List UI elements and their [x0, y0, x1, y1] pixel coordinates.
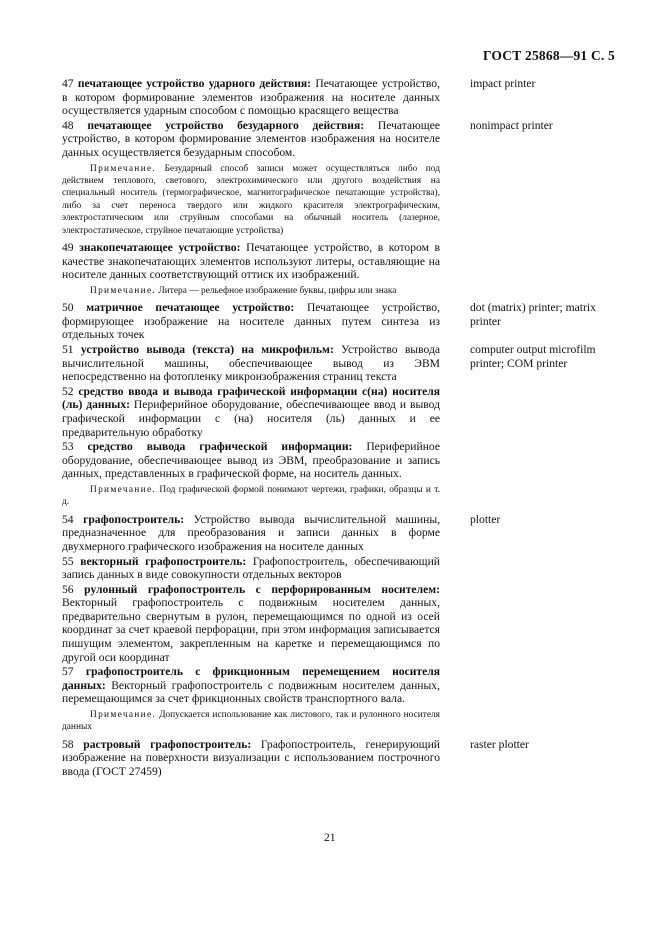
entry-58 [62, 738, 622, 779]
entry-54 [62, 513, 622, 554]
entry-term: графопостроитель с фрикционным перемещением носителя данных: [62, 665, 440, 692]
entry-49 [62, 241, 622, 282]
entry-47 [62, 77, 622, 118]
note-text: Под графической формой понимают чертежи, графики, образцы и т. д. [62, 484, 440, 508]
entry-number: 48 [62, 118, 74, 132]
entry-term: печатающее устройство безударного действия: [87, 118, 365, 132]
entry-english: impact printer [470, 77, 536, 90]
note-48 [62, 163, 440, 237]
entry-definition: Графопостроитель, генерирующий изображение на поверхности визуализации с использованием построчного ввода (ГОСТ 27459) [62, 737, 441, 779]
entry-number: 52 [62, 384, 74, 398]
entry-definition: Печатающее устройство, формирующее изображение на носителе данных путем синтеза из отдельных точек [62, 301, 441, 342]
entry-definition: Устройство вывода вычислительной машины, обеспечивающее вывод из ЭВМ непосредственно на фотопленку микроизображения страниц текста [62, 342, 441, 384]
entry-term: средство ввода и вывода графической информации с(на) носителя (ль) данных: [62, 384, 440, 412]
entry-number: 53 [62, 440, 74, 454]
entry-number: 51 [62, 342, 74, 356]
entry-56 [62, 583, 622, 665]
entry-48 [62, 119, 622, 160]
entry-english: raster plotter [470, 737, 529, 751]
note-53 [62, 484, 440, 509]
note-label: Примечание. [90, 163, 157, 174]
entry-term: матричное печатающее устройство: [86, 301, 295, 315]
note-label: Примечание. [90, 285, 157, 296]
entry-51 [62, 343, 622, 384]
entry-definition: Печатающее устройство, в котором формирование элементов изображения на носителе данных осуществляется безударным способом. [62, 118, 441, 159]
entry-english: plotter [470, 512, 501, 526]
note-text: Безударный способ записи может осуществляться либо под действием теплового, светового, электрохимического или другого воздействия на специальный носитель (термографическое, магнитографическое печатающие устройства), либо за счет переноса твердого или жидкого красителя электрографическим, электростатическим или струйным способами на обычный носитель (лазерное, электростатическое, струйное печатающие устройства) [62, 163, 440, 236]
entry-number: 56 [62, 582, 74, 596]
entry-english: nonimpact printer [470, 118, 553, 132]
entry-number: 47 [62, 77, 74, 90]
entry-definition: Графопостроитель, обеспечивающий запись данных в виде совокупности отдельных векторов [62, 554, 441, 582]
entry-number: 57 [62, 665, 74, 679]
page-number: 21 [324, 832, 336, 844]
entry-57 [62, 665, 622, 706]
entry-definition: Печатающее устройство, в котором формирование элементов изображения на носителе данных осуществляется ударным способом с помощью красящего вещества [62, 77, 440, 118]
entry-definition: Печатающее устройство, в котором в качестве знакопечатающих элементов используют литеры, оставляющие на носителе данных соответствующий оттиск их изображений. [62, 241, 441, 282]
note-49 [62, 285, 440, 297]
note-label: Примечание. [90, 710, 157, 721]
note-text: Литера — рельефное изображение буквы, цифры или знака [158, 285, 397, 296]
entry-number: 49 [62, 241, 74, 254]
entry-number: 58 [62, 737, 74, 751]
entry-term: знакопечатающее устройство: [79, 241, 241, 254]
entry-number: 55 [62, 554, 74, 568]
entry-50 [62, 301, 622, 342]
entry-definition: Периферийное оборудование, обеспечивающее ввод и вывод графической информации с (на) носителя (ль) данных и ее предварительную обработку [62, 398, 440, 439]
entry-english: dot (matrix) printer; matrix printer [470, 301, 596, 328]
entry-53 [62, 440, 622, 481]
entry-term: устройство вывода (текста) на микрофильм: [80, 342, 334, 356]
note-57 [62, 709, 440, 734]
note-label: Примечание. [90, 484, 157, 495]
note-text: Допускается использование как листового, так и рулонного носителя данных [62, 710, 440, 733]
entry-52 [62, 385, 622, 439]
entry-number: 50 [62, 301, 74, 315]
entry-term: средство вывода графической информации: [87, 440, 353, 454]
entry-55 [62, 555, 622, 582]
entry-term: печатающее устройство ударного действия: [77, 77, 312, 90]
entry-term: векторный графопостроитель: [80, 554, 247, 568]
page-header: ГОСТ 25868—91 С. 5 [482, 48, 615, 63]
entry-number: 54 [62, 512, 74, 526]
entry-definition: Периферийное оборудование, обеспечивающее вывод из ЭВМ, преобразование и запись данных, представленных в графической форме, на носитель данных. [62, 440, 440, 481]
entry-definition: Векторный графопостроитель с подвижным носителем данных, предварительно свернутым в рулон, перемещающимся по одной из осей координат за счет краевой перфорации, при этом информация записывается пишущим элементом, закрепленным на каретке и перемещающимся по другой оси координат [62, 596, 440, 664]
entry-definition: Устройство вывода вычислительной машины, предназначенное для преобразования и записи данных в форме двухмерного графического изображения на носителе данных [62, 512, 441, 553]
glossary-content [62, 77, 622, 780]
entry-term: графопостроитель: [83, 512, 185, 526]
entry-definition: Векторный графопостроитель с подвижным носителем данных, перемещающимся за счет фрикционных свойств транспортного вала. [62, 678, 440, 706]
entry-term: рулонный графопостроитель с перфорированным носителем: [84, 582, 440, 596]
entry-term: растровый графопостроитель: [83, 737, 252, 751]
entry-english: computer output microfilm printer; COM printer [470, 342, 596, 370]
